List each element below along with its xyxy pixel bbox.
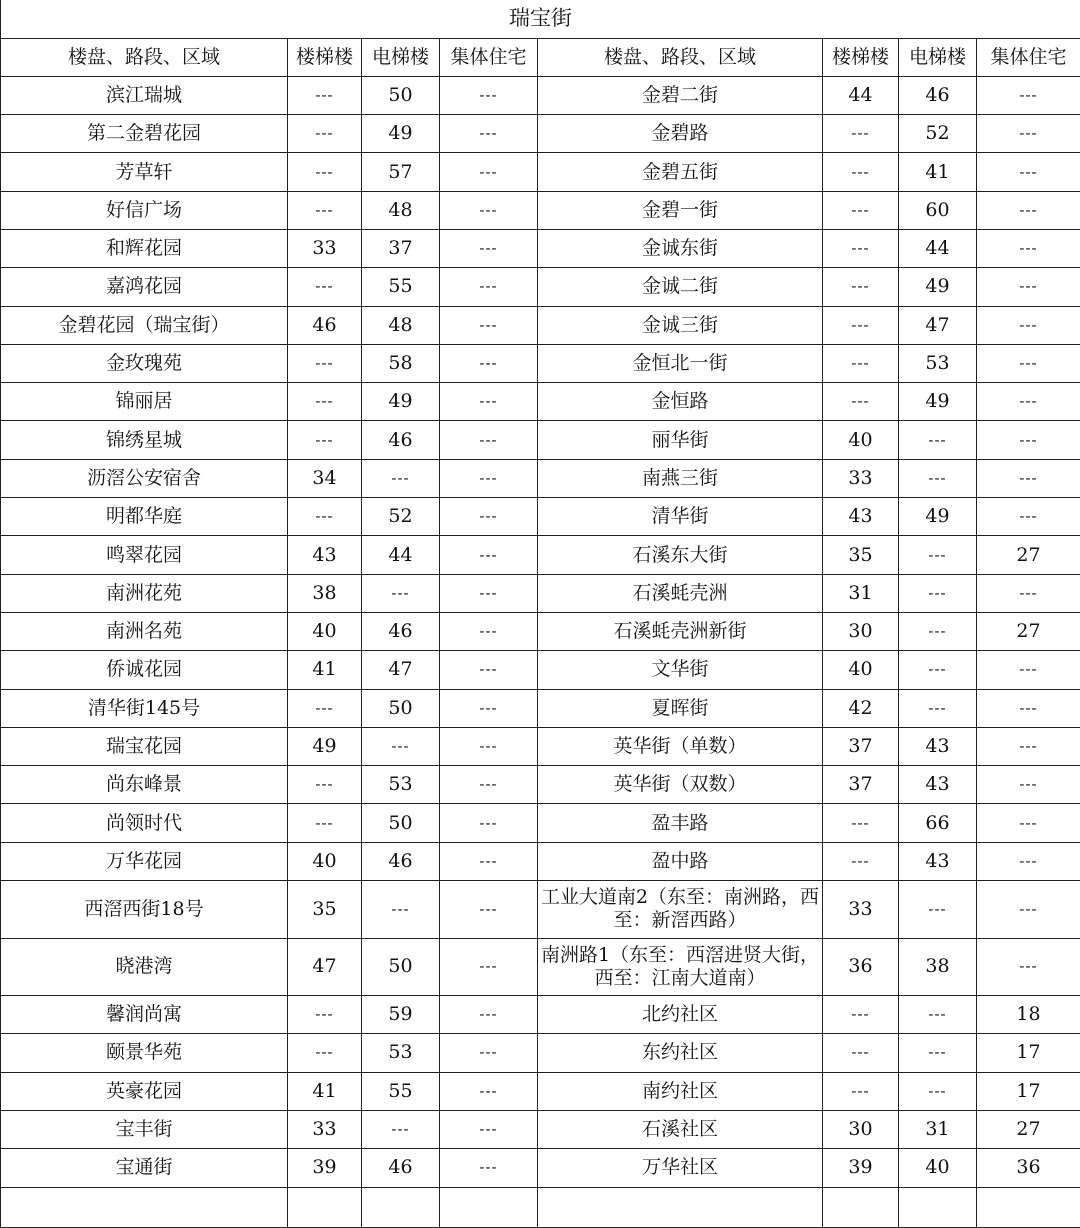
name-cell: 颐景华苑 xyxy=(1,1034,288,1072)
value-cell: --- xyxy=(440,1149,538,1187)
value-cell: --- xyxy=(899,459,977,497)
name-cell: 英华街（单数） xyxy=(538,727,823,765)
value-cell: --- xyxy=(440,268,538,306)
value-cell: --- xyxy=(288,804,362,842)
value-cell: 47 xyxy=(362,651,440,689)
value-cell: --- xyxy=(899,996,977,1034)
value-cell: --- xyxy=(440,1072,538,1110)
value-cell: --- xyxy=(823,996,899,1034)
value-cell: --- xyxy=(977,651,1080,689)
name-cell: 芳草轩 xyxy=(1,153,288,191)
value-cell: --- xyxy=(977,689,1080,727)
value-cell: 33 xyxy=(288,229,362,267)
value-cell: --- xyxy=(440,76,538,114)
value-cell: 50 xyxy=(362,76,440,114)
value-cell: --- xyxy=(440,996,538,1034)
table-row xyxy=(1,229,1080,267)
value-cell: 44 xyxy=(362,536,440,574)
table-row xyxy=(1,727,1080,765)
table-row xyxy=(1,268,1080,306)
value-cell: --- xyxy=(440,766,538,804)
value-cell: 18 xyxy=(977,996,1080,1034)
value-cell: 17 xyxy=(977,1072,1080,1110)
value-cell: --- xyxy=(823,153,899,191)
value-cell: --- xyxy=(288,383,362,421)
name-cell: 尚领时代 xyxy=(1,804,288,842)
value-cell: --- xyxy=(440,574,538,612)
header-cell: 楼梯楼 xyxy=(823,38,899,76)
value-cell: --- xyxy=(823,383,899,421)
table-row xyxy=(1,498,1080,536)
value-cell: --- xyxy=(899,536,977,574)
value-cell: 33 xyxy=(823,881,899,939)
value-cell: --- xyxy=(977,727,1080,765)
value-cell: --- xyxy=(977,344,1080,382)
name-cell: 金恒北一街 xyxy=(538,344,823,382)
value-cell: 49 xyxy=(899,268,977,306)
value-cell: 49 xyxy=(899,498,977,536)
table-row xyxy=(1,881,1080,939)
value-cell: 58 xyxy=(362,344,440,382)
table-row xyxy=(1,383,1080,421)
table-row xyxy=(1,153,1080,191)
value-cell: --- xyxy=(440,804,538,842)
value-cell: --- xyxy=(977,938,1080,996)
value-cell: --- xyxy=(288,191,362,229)
value-cell: --- xyxy=(288,1034,362,1072)
value-cell: 46 xyxy=(362,1149,440,1187)
value-cell: --- xyxy=(440,651,538,689)
value-cell: 43 xyxy=(823,498,899,536)
value-cell: 27 xyxy=(977,612,1080,650)
value-cell: --- xyxy=(440,842,538,880)
name-cell: 锦丽居 xyxy=(1,383,288,421)
table-row xyxy=(1,191,1080,229)
value-cell: 37 xyxy=(823,727,899,765)
value-cell: 46 xyxy=(362,842,440,880)
title-row xyxy=(1,0,1080,38)
name-cell: 万华花园 xyxy=(1,842,288,880)
value-cell: 53 xyxy=(899,344,977,382)
value-cell: --- xyxy=(362,881,440,939)
table-row xyxy=(1,306,1080,344)
value-cell: --- xyxy=(899,881,977,939)
value-cell: 40 xyxy=(899,1149,977,1187)
value-cell: --- xyxy=(899,612,977,650)
value-cell: --- xyxy=(823,268,899,306)
value-cell: --- xyxy=(288,766,362,804)
value-cell: --- xyxy=(440,115,538,153)
value-cell: 43 xyxy=(288,536,362,574)
name-cell: 金诚二街 xyxy=(538,268,823,306)
value-cell: --- xyxy=(440,153,538,191)
value-cell: --- xyxy=(362,727,440,765)
value-cell: 46 xyxy=(362,612,440,650)
value-cell: 55 xyxy=(362,1072,440,1110)
value-cell: 44 xyxy=(823,76,899,114)
name-cell: 滨江瑞城 xyxy=(1,76,288,114)
value-cell: 27 xyxy=(977,536,1080,574)
value-cell: 38 xyxy=(288,574,362,612)
table-row xyxy=(1,115,1080,153)
name-cell: 南约社区 xyxy=(538,1072,823,1110)
table-row xyxy=(1,1034,1080,1072)
value-cell: --- xyxy=(440,727,538,765)
value-cell: --- xyxy=(977,881,1080,939)
value-cell: 40 xyxy=(288,842,362,880)
value-cell: 35 xyxy=(823,536,899,574)
value-cell: 41 xyxy=(288,651,362,689)
name-cell: 尚东峰景 xyxy=(1,766,288,804)
value-cell: 35 xyxy=(288,881,362,939)
name-cell: 金玫瑰苑 xyxy=(1,344,288,382)
name-cell: 馨润尚寓 xyxy=(1,996,288,1034)
table-row xyxy=(1,766,1080,804)
value-cell: --- xyxy=(440,1110,538,1148)
value-cell: 49 xyxy=(362,115,440,153)
value-cell: --- xyxy=(440,881,538,939)
empty-cell xyxy=(977,1187,1080,1227)
value-cell: --- xyxy=(440,229,538,267)
name-cell: 丽华街 xyxy=(538,421,823,459)
value-cell: --- xyxy=(288,153,362,191)
value-cell: --- xyxy=(899,1034,977,1072)
header-row xyxy=(1,38,1080,76)
value-cell: --- xyxy=(823,229,899,267)
value-cell: --- xyxy=(977,306,1080,344)
value-cell: 42 xyxy=(823,689,899,727)
name-cell: 南洲花苑 xyxy=(1,574,288,612)
name-cell: 石溪蚝壳洲 xyxy=(538,574,823,612)
value-cell: --- xyxy=(362,459,440,497)
value-cell: --- xyxy=(899,421,977,459)
value-cell: 47 xyxy=(288,938,362,996)
value-cell: 33 xyxy=(823,459,899,497)
value-cell: 37 xyxy=(362,229,440,267)
empty-cell xyxy=(899,1187,977,1227)
value-cell: --- xyxy=(823,191,899,229)
table-row xyxy=(1,76,1080,114)
name-cell: 宝丰街 xyxy=(1,1110,288,1148)
value-cell: --- xyxy=(823,344,899,382)
name-cell: 金碧五街 xyxy=(538,153,823,191)
value-cell: --- xyxy=(288,689,362,727)
value-cell: --- xyxy=(977,574,1080,612)
value-cell: --- xyxy=(823,804,899,842)
value-cell: 40 xyxy=(823,421,899,459)
name-cell: 工业大道南2（东至：南洲路，西至：新滘西路） xyxy=(538,881,823,939)
value-cell: 49 xyxy=(288,727,362,765)
value-cell: 46 xyxy=(288,306,362,344)
value-cell: --- xyxy=(977,153,1080,191)
table-row xyxy=(1,536,1080,574)
table-row xyxy=(1,1149,1080,1187)
value-cell: 46 xyxy=(899,76,977,114)
table-row xyxy=(1,421,1080,459)
value-cell: --- xyxy=(440,536,538,574)
name-cell: 英豪花园 xyxy=(1,1072,288,1110)
value-cell: --- xyxy=(440,459,538,497)
name-cell: 第二金碧花园 xyxy=(1,115,288,153)
value-cell: --- xyxy=(440,938,538,996)
header-cell: 集体住宅 xyxy=(440,38,538,76)
value-cell: --- xyxy=(288,268,362,306)
value-cell: --- xyxy=(977,115,1080,153)
name-cell: 南洲路1（东至：西滘进贤大街，西至：江南大道南） xyxy=(538,938,823,996)
name-cell: 金碧花园（瑞宝街） xyxy=(1,306,288,344)
value-cell: --- xyxy=(362,1110,440,1148)
value-cell: --- xyxy=(977,804,1080,842)
value-cell: 39 xyxy=(823,1149,899,1187)
value-cell: 47 xyxy=(899,306,977,344)
empty-cell xyxy=(440,1187,538,1227)
value-cell: 30 xyxy=(823,1110,899,1148)
value-cell: 55 xyxy=(362,268,440,306)
value-cell: --- xyxy=(440,1034,538,1072)
table-row xyxy=(1,574,1080,612)
table-row-partial xyxy=(1,1187,1080,1227)
value-cell: 41 xyxy=(288,1072,362,1110)
name-cell: 和辉花园 xyxy=(1,229,288,267)
header-cell: 集体住宅 xyxy=(977,38,1080,76)
value-cell: --- xyxy=(977,191,1080,229)
value-cell: 52 xyxy=(362,498,440,536)
value-cell: --- xyxy=(362,574,440,612)
value-cell: --- xyxy=(823,1072,899,1110)
value-cell: --- xyxy=(288,996,362,1034)
name-cell: 宝通街 xyxy=(1,1149,288,1187)
value-cell: --- xyxy=(823,306,899,344)
value-cell: 44 xyxy=(899,229,977,267)
value-cell: 43 xyxy=(899,727,977,765)
value-cell: --- xyxy=(823,115,899,153)
name-cell: 金恒路 xyxy=(538,383,823,421)
table-row xyxy=(1,938,1080,996)
empty-cell xyxy=(538,1187,823,1227)
empty-cell xyxy=(362,1187,440,1227)
value-cell: 30 xyxy=(823,612,899,650)
name-cell: 文华街 xyxy=(538,651,823,689)
name-cell: 西滘西街18号 xyxy=(1,881,288,939)
name-cell: 晓港湾 xyxy=(1,938,288,996)
value-cell: --- xyxy=(977,842,1080,880)
value-cell: 52 xyxy=(899,115,977,153)
value-cell: 39 xyxy=(288,1149,362,1187)
value-cell: 49 xyxy=(899,383,977,421)
value-cell: 60 xyxy=(899,191,977,229)
value-cell: --- xyxy=(288,76,362,114)
value-cell: --- xyxy=(440,689,538,727)
value-cell: 49 xyxy=(362,383,440,421)
name-cell: 石溪社区 xyxy=(538,1110,823,1148)
empty-cell xyxy=(823,1187,899,1227)
value-cell: 66 xyxy=(899,804,977,842)
table-row xyxy=(1,612,1080,650)
value-cell: --- xyxy=(899,1072,977,1110)
name-cell: 南洲名苑 xyxy=(1,612,288,650)
name-cell: 清华街145号 xyxy=(1,689,288,727)
value-cell: 43 xyxy=(899,842,977,880)
name-cell: 嘉鸿花园 xyxy=(1,268,288,306)
value-cell: 38 xyxy=(899,938,977,996)
value-cell: 53 xyxy=(362,766,440,804)
value-cell: --- xyxy=(440,612,538,650)
name-cell: 东约社区 xyxy=(538,1034,823,1072)
value-cell: 36 xyxy=(977,1149,1080,1187)
table-row xyxy=(1,651,1080,689)
name-cell: 鸣翠花园 xyxy=(1,536,288,574)
name-cell: 好信广场 xyxy=(1,191,288,229)
table-row xyxy=(1,1110,1080,1148)
value-cell: --- xyxy=(977,421,1080,459)
name-cell: 石溪东大街 xyxy=(538,536,823,574)
value-cell: 43 xyxy=(899,766,977,804)
header-cell: 楼盘、路段、区域 xyxy=(1,38,288,76)
table-row xyxy=(1,1072,1080,1110)
name-cell: 明都华庭 xyxy=(1,498,288,536)
value-cell: 41 xyxy=(899,153,977,191)
table-title: 瑞宝街 xyxy=(1,0,1080,38)
value-cell: --- xyxy=(977,498,1080,536)
empty-cell xyxy=(1,1187,288,1227)
table-row xyxy=(1,344,1080,382)
value-cell: 31 xyxy=(899,1110,977,1148)
value-cell: --- xyxy=(977,383,1080,421)
value-cell: 53 xyxy=(362,1034,440,1072)
name-cell: 金诚东街 xyxy=(538,229,823,267)
name-cell: 沥滘公安宿舍 xyxy=(1,459,288,497)
value-cell: 36 xyxy=(823,938,899,996)
header-cell: 电梯楼 xyxy=(362,38,440,76)
table-row xyxy=(1,689,1080,727)
value-cell: 17 xyxy=(977,1034,1080,1072)
value-cell: --- xyxy=(977,766,1080,804)
value-cell: --- xyxy=(288,115,362,153)
name-cell: 金诚三街 xyxy=(538,306,823,344)
value-cell: 48 xyxy=(362,191,440,229)
table-row xyxy=(1,459,1080,497)
table-row xyxy=(1,804,1080,842)
value-cell: --- xyxy=(440,421,538,459)
value-cell: --- xyxy=(440,306,538,344)
value-cell: 34 xyxy=(288,459,362,497)
name-cell: 金碧二街 xyxy=(538,76,823,114)
value-cell: --- xyxy=(977,76,1080,114)
name-cell: 锦绣星城 xyxy=(1,421,288,459)
name-cell: 北约社区 xyxy=(538,996,823,1034)
empty-cell xyxy=(288,1187,362,1227)
value-cell: 46 xyxy=(362,421,440,459)
value-cell: --- xyxy=(823,842,899,880)
name-cell: 金碧一街 xyxy=(538,191,823,229)
table-row xyxy=(1,996,1080,1034)
value-cell: --- xyxy=(823,1034,899,1072)
header-cell: 楼梯楼 xyxy=(288,38,362,76)
name-cell: 金碧路 xyxy=(538,115,823,153)
value-cell: 27 xyxy=(977,1110,1080,1148)
value-cell: 50 xyxy=(362,689,440,727)
name-cell: 英华街（双数） xyxy=(538,766,823,804)
value-cell: 48 xyxy=(362,306,440,344)
value-cell: 37 xyxy=(823,766,899,804)
value-cell: --- xyxy=(440,344,538,382)
value-cell: 50 xyxy=(362,804,440,842)
value-cell: 33 xyxy=(288,1110,362,1148)
header-cell: 楼盘、路段、区域 xyxy=(538,38,823,76)
value-cell: --- xyxy=(977,459,1080,497)
value-cell: --- xyxy=(440,383,538,421)
value-cell: --- xyxy=(288,344,362,382)
name-cell: 夏晖街 xyxy=(538,689,823,727)
value-cell: 59 xyxy=(362,996,440,1034)
table-row xyxy=(1,842,1080,880)
name-cell: 盈丰路 xyxy=(538,804,823,842)
value-cell: 40 xyxy=(823,651,899,689)
name-cell: 石溪蚝壳洲新街 xyxy=(538,612,823,650)
value-cell: --- xyxy=(899,689,977,727)
value-cell: --- xyxy=(977,268,1080,306)
name-cell: 万华社区 xyxy=(538,1149,823,1187)
value-cell: --- xyxy=(288,498,362,536)
value-cell: --- xyxy=(977,229,1080,267)
value-cell: --- xyxy=(899,574,977,612)
value-cell: --- xyxy=(899,651,977,689)
value-cell: 40 xyxy=(288,612,362,650)
name-cell: 盈中路 xyxy=(538,842,823,880)
name-cell: 侨诚花园 xyxy=(1,651,288,689)
name-cell: 瑞宝花园 xyxy=(1,727,288,765)
value-cell: --- xyxy=(288,421,362,459)
name-cell: 南燕三街 xyxy=(538,459,823,497)
value-cell: 50 xyxy=(362,938,440,996)
value-cell: --- xyxy=(440,191,538,229)
value-cell: 57 xyxy=(362,153,440,191)
header-cell: 电梯楼 xyxy=(899,38,977,76)
value-cell: 31 xyxy=(823,574,899,612)
value-cell: --- xyxy=(440,498,538,536)
name-cell: 清华街 xyxy=(538,498,823,536)
